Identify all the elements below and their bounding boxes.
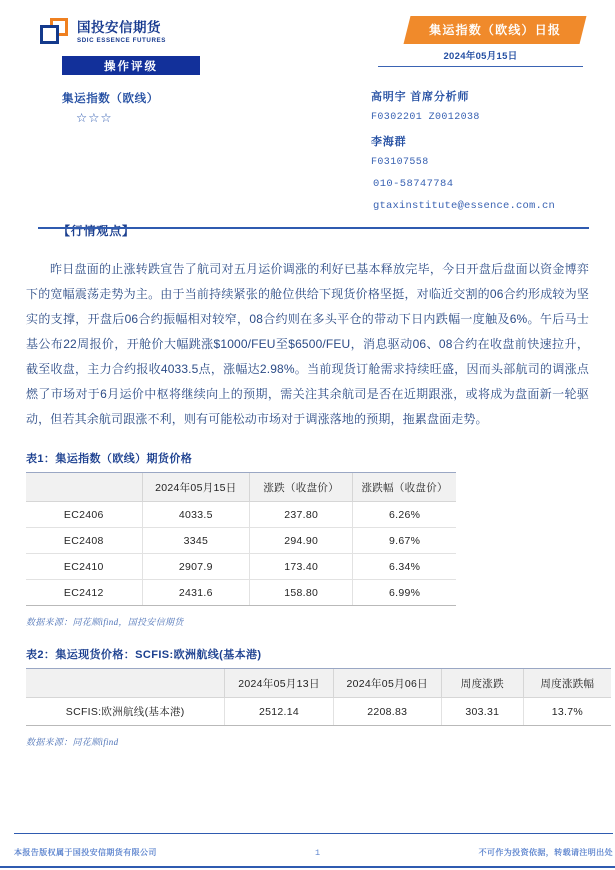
table2-r0-c3: 303.31 [441,698,523,726]
table2-block [24,646,595,748]
analyst-name-secondary: 李海群 [371,136,407,148]
table1-caption: 表1：集运指数（欧线）期货价格 [26,453,193,465]
table1-source-note: 数据来源：同花顺ifind，国投安信期货 [26,617,184,627]
table2-r0-c2: 2208.83 [333,698,441,726]
brand-name-en: SDIC ESSENCE FUTURES [77,36,167,44]
table1-r0-c0: EC2406 [26,502,142,528]
company-logo-icon [40,18,70,46]
footer-page-number: 1 [314,847,321,858]
table1-col-3: 涨跌幅（收盘价） [353,473,456,502]
futures-price-table [26,472,456,606]
analyst-code-primary: F0302201 Z0012038 [371,112,480,123]
table1-r2-c0: EC2410 [26,554,142,580]
table1-r3-c1: 2431.6 [142,580,250,606]
operation-rating-banner: 操作评级 [62,56,200,75]
document-date: 2024年05月15日 [378,48,583,67]
table1-r1-c1: 3345 [142,528,250,554]
table-row [26,502,456,528]
table1-r1-c3: 9.67% [353,528,456,554]
table-header-row [26,669,611,698]
table2-col-2: 2024年05月06日 [333,669,441,698]
brand-name-cn: 国投安信期货 [77,20,161,35]
table2-body [26,698,611,726]
spot-price-table [26,668,611,726]
page-footer [14,847,613,858]
table1-r0-c2: 237.80 [250,502,353,528]
table-row [26,554,456,580]
table1-r3-c0: EC2412 [26,580,142,606]
footer-divider [14,833,613,834]
analyst-contacts [371,88,583,212]
table2-col-3: 周度涨跌 [441,669,523,698]
brand-text-group [77,18,166,44]
table-row [26,580,456,606]
table-header-row [26,473,456,502]
analyst-code-secondary: F03107558 [371,157,429,168]
table-row [26,698,611,726]
table2-caption: 表2：集运现货价格：SCFIS:欧洲航线(基本港) [26,649,262,661]
viewpoint-paragraph: 昨日盘面的止涨转跌宣告了航司对五月运价调涨的利好已基本释放完毕，今日开盘后盘面以资金博弈下的宽幅震荡走势为主。由于当前持续紧张的舱位供给下现货价格坚挺，对临近交割的06合约形成较为坚实的支撑，开盘后06合约振幅相对较窄，08合约则在多头平仓的带动下日内跌幅一度触及6%。午后马士基公布22周报价，开舱价大幅跳涨$1000/FEU至$6500/FEU，消息驱动06、08合约在收盘前快速拉升，截至收盘，主力合约报收4033.5点，涨幅达2.98%。当前现货订舱需求持续旺盛，因而头部航司的调涨点燃了市场对于6月运价中枢将继续向上的预期，需关注其余航司是否在近期跟涨，或将成为盘面新一轮驱动，但若其余航司跟涨不利，则有可能松动市场对于调涨落地的预期，拖累盘面走势。 [26,262,589,426]
contact-email: gtaxinstitute@essence.com.cn [373,200,556,212]
table2-r0-c4: 13.7% [523,698,611,726]
report-header [24,0,591,212]
table1-r0-c3: 6.26% [353,502,456,528]
document-title-text: 集运指数（欧线）日报 [429,23,562,37]
table1-r1-c2: 294.90 [250,528,353,554]
document-title-badge [403,16,586,44]
footer-copyright: 本报告版权属于国投安信期货有限公司 [14,848,157,857]
table1-head [26,473,456,502]
header-divider [38,227,589,229]
logo-blue-square-icon [40,25,59,44]
contact-phone: 010-58747784 [373,178,454,190]
table1-r1-c0: EC2408 [26,528,142,554]
table1-col-2: 涨跌（收盘价） [250,473,353,502]
viewpoint-section-title: 【行情观点】 [58,224,135,238]
table1-col-1: 2024年05月15日 [142,473,250,502]
table1-r3-c3: 6.99% [353,580,456,606]
company-brand [40,18,166,46]
table1-r2-c3: 6.34% [353,554,456,580]
table1-r0-c1: 4033.5 [142,502,250,528]
table1-block [24,450,591,628]
rating-stars: ☆☆☆ [76,111,113,125]
footer-bottom-rule [0,866,615,868]
table2-source-note: 数据来源：同花顺ifind [26,737,119,747]
table2-col-4: 周度涨跌幅 [523,669,611,698]
table2-r0-c1: 2512.14 [225,698,333,726]
table1-body [26,502,456,606]
table1-r2-c1: 2907.9 [142,554,250,580]
table2-r0-c0: SCFIS:欧洲航线(基本港) [26,698,225,726]
table-row [26,528,456,554]
footer-disclaimer: 不可作为投资依据，转载请注明出处 [478,848,613,857]
table1-col-0 [26,473,142,502]
analyst-name-primary: 高明宇 首席分析师 [371,91,470,103]
table1-r2-c2: 173.40 [250,554,353,580]
rating-subject-label: 集运指数（欧线） [62,93,159,105]
table1-r3-c2: 158.80 [250,580,353,606]
table2-col-1: 2024年05月13日 [225,669,333,698]
table2-col-0 [26,669,225,698]
table2-head [26,669,611,698]
